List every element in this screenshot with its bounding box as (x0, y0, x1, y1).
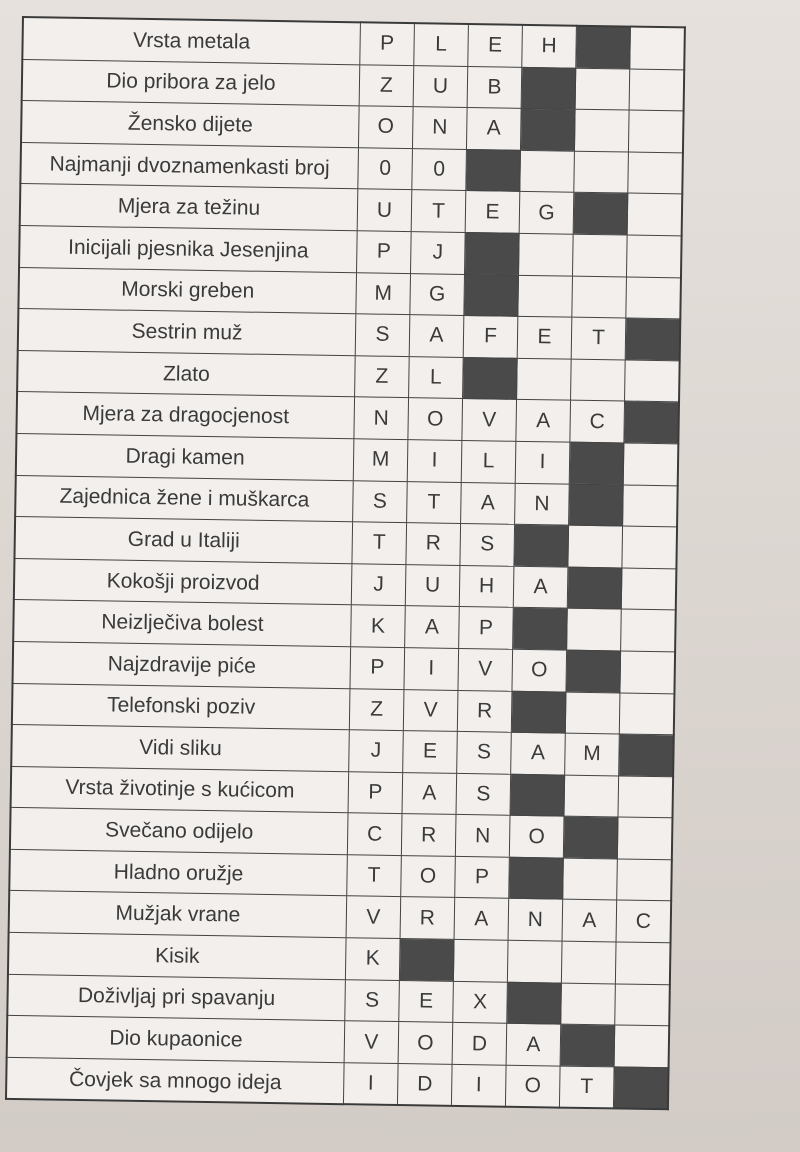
clue-text: Vrsta životinje s kućicom (65, 776, 295, 803)
letter-cell: T (411, 190, 466, 232)
letter-cell: C (616, 900, 671, 942)
letter-cell: S (355, 314, 410, 356)
empty-cell (518, 233, 573, 275)
clue-cell (11, 766, 349, 813)
shaded-cell (399, 939, 454, 981)
empty-cell (628, 152, 683, 194)
empty-cell (564, 775, 619, 817)
clue-text: Doživljaj pri spavanju (77, 984, 276, 1011)
letter-cell: A (511, 732, 566, 774)
empty-cell (626, 235, 681, 277)
empty-cell (615, 984, 670, 1026)
empty-cell (561, 983, 616, 1025)
letter-cell: T (352, 522, 407, 564)
shaded-cell (507, 982, 562, 1024)
clue-text: Morski greben (121, 277, 255, 304)
clue-text: Vidi sliku (139, 735, 222, 761)
empty-cell (561, 941, 616, 983)
letter-cell: O (358, 106, 413, 148)
letter-cell: E (517, 316, 572, 358)
letter-cell: O (408, 398, 463, 440)
letter-cell: M (356, 272, 411, 314)
clue-text: Grad u Italiji (127, 527, 240, 553)
clue-cell (11, 725, 349, 772)
letter-cell: I (451, 1064, 506, 1107)
clue-cell (14, 517, 352, 564)
letter-cell: J (349, 730, 404, 772)
empty-cell (619, 692, 674, 734)
shaded-cell (520, 109, 575, 151)
letter-cell: N (515, 483, 570, 525)
clue-cell (18, 267, 356, 314)
letter-cell: E (399, 980, 454, 1022)
letter-cell: L (414, 23, 469, 66)
letter-cell: E (465, 191, 520, 233)
clue-text: Žensko dijete (127, 111, 253, 137)
letter-cell: A (513, 566, 568, 608)
shaded-cell (509, 857, 564, 899)
letter-cell: P (459, 607, 514, 649)
letter-cell: S (345, 979, 400, 1021)
letter-cell: P (350, 647, 405, 689)
letter-cell: O (505, 1065, 560, 1108)
letter-cell: H (459, 565, 514, 607)
clue-cell (21, 101, 359, 148)
letter-cell: V (458, 648, 513, 690)
empty-cell (626, 277, 681, 319)
shaded-cell (569, 484, 624, 526)
letter-cell: N (508, 899, 563, 941)
letter-cell: X (453, 981, 508, 1023)
shaded-cell (625, 318, 680, 360)
clue-text: Mjera za težinu (117, 194, 261, 220)
shaded-cell (573, 193, 628, 235)
empty-cell (629, 69, 684, 111)
shaded-cell (619, 734, 674, 776)
letter-cell: A (402, 772, 457, 814)
letter-cell: P (455, 856, 510, 898)
shaded-cell (569, 442, 624, 484)
letter-cell: D (397, 1063, 452, 1106)
clue-cell (6, 1057, 344, 1104)
letter-cell: T (347, 855, 402, 897)
clue-cell (16, 433, 354, 480)
clue-text: Vrsta metala (132, 28, 251, 54)
letter-cell: D (452, 1023, 507, 1065)
letter-cell: S (456, 773, 511, 815)
clue-cell (7, 1016, 345, 1063)
clue-text: Dragi kamen (125, 444, 245, 470)
shaded-cell (511, 691, 566, 733)
clue-cell (17, 350, 355, 397)
letter-cell: R (457, 690, 512, 732)
letter-cell: E (403, 731, 458, 773)
empty-cell (614, 1025, 669, 1067)
shaded-cell (514, 524, 569, 566)
letter-cell: C (570, 401, 625, 443)
letter-cell: U (405, 564, 460, 606)
clue-text: Čovjek sa mnogo ideja (68, 1067, 282, 1094)
crossword-sheet (5, 16, 686, 1111)
letter-cell: H (522, 25, 577, 68)
shaded-cell (560, 1024, 615, 1066)
clue-cell (22, 59, 360, 106)
empty-cell (617, 817, 672, 859)
empty-cell (620, 651, 675, 693)
clue-cell (19, 225, 357, 272)
letter-cell: 0 (358, 148, 413, 190)
letter-cell: A (405, 606, 460, 648)
empty-cell (574, 151, 629, 193)
shaded-cell (563, 816, 618, 858)
letter-cell: F (463, 316, 518, 358)
letter-cell: J (411, 232, 466, 274)
letter-cell: S (457, 732, 512, 774)
shaded-cell (464, 274, 519, 316)
clue-cell (12, 683, 350, 730)
letter-cell: A (454, 898, 509, 940)
empty-cell (568, 525, 623, 567)
letter-cell: N (354, 397, 409, 439)
letter-cell: M (565, 733, 620, 775)
letter-cell: U (413, 65, 468, 107)
letter-cell: U (357, 189, 412, 231)
letter-cell: O (509, 816, 564, 858)
letter-cell: O (512, 649, 567, 691)
letter-cell: S (353, 480, 408, 522)
clue-text: Dio pribora za jelo (106, 69, 276, 96)
clue-cell (18, 309, 356, 356)
clue-text: Zlato (162, 361, 210, 386)
empty-cell (625, 360, 680, 402)
letter-cell: P (357, 231, 412, 273)
empty-cell (567, 608, 622, 650)
letter-cell: L (461, 440, 516, 482)
letter-cell: J (351, 563, 406, 605)
shaded-cell (466, 149, 521, 191)
letter-cell: V (403, 689, 458, 731)
clue-cell (22, 17, 360, 64)
empty-cell (563, 858, 618, 900)
shaded-cell (624, 401, 679, 443)
empty-cell (617, 859, 672, 901)
letter-cell: A (506, 1023, 561, 1065)
clue-cell (9, 849, 347, 896)
letter-cell: P (348, 771, 403, 813)
letter-cell: V (346, 896, 401, 938)
clue-text: Najzdravije piće (107, 652, 257, 678)
shaded-cell (513, 608, 568, 650)
clue-text: Najmanji dvoznamenkasti broj (49, 152, 330, 180)
letter-cell: I (404, 647, 459, 689)
clue-cell (13, 641, 351, 688)
clue-cell (14, 558, 352, 605)
shaded-cell (510, 774, 565, 816)
letter-cell: K (345, 938, 400, 980)
letter-cell: S (460, 524, 515, 566)
clue-cell (20, 184, 358, 231)
clue-text: Neizlječiva bolest (101, 610, 264, 636)
letter-cell: T (571, 317, 626, 359)
letter-cell: A (461, 482, 516, 524)
clue-text: Mjera za dragocjenost (82, 402, 290, 429)
clue-text: Hladno oružje (113, 860, 244, 886)
letter-cell: T (407, 481, 462, 523)
letter-cell: G (519, 192, 574, 234)
letter-cell: A (466, 108, 521, 150)
letter-cell: R (401, 814, 456, 856)
letter-cell: I (407, 440, 462, 482)
letter-cell: V (462, 399, 517, 441)
clue-text: Kokošji proizvod (106, 568, 260, 595)
clue-cell (10, 808, 348, 855)
clue-text: Zajednica žene i muškarca (59, 484, 310, 512)
crossword-table (5, 16, 686, 1111)
letter-cell: I (343, 1063, 398, 1106)
clue-text: Kisik (154, 944, 200, 968)
empty-cell (572, 276, 627, 318)
letter-cell: R (406, 523, 461, 565)
shaded-cell (521, 67, 576, 109)
empty-cell (623, 443, 678, 485)
letter-cell: C (347, 813, 402, 855)
clue-cell (20, 142, 358, 189)
letter-cell: Z (355, 356, 410, 398)
letter-cell: A (516, 400, 571, 442)
shaded-cell (463, 357, 518, 399)
empty-cell (627, 193, 682, 235)
empty-cell (572, 234, 627, 276)
letter-cell: I (515, 441, 570, 483)
clue-text: Mužjak vrane (115, 901, 241, 927)
shaded-cell (465, 232, 520, 274)
letter-cell: 0 (412, 148, 467, 190)
clue-text: Dio kupaonice (109, 1026, 243, 1052)
empty-cell (628, 110, 683, 152)
empty-cell (621, 568, 676, 610)
letter-cell: N (455, 815, 510, 857)
letter-cell: V (344, 1021, 399, 1063)
clue-cell (13, 600, 351, 647)
empty-cell (623, 485, 678, 527)
letter-cell: A (562, 900, 617, 942)
empty-cell (575, 68, 630, 110)
letter-cell: Z (359, 64, 414, 106)
letter-cell: O (398, 1022, 453, 1064)
clue-text: Svečano odijelo (104, 818, 254, 844)
clue-cell (9, 891, 347, 938)
letter-cell: A (409, 315, 464, 357)
crossword-rows (6, 17, 685, 1110)
empty-cell (520, 150, 575, 192)
shaded-cell (567, 567, 622, 609)
empty-cell (518, 275, 573, 317)
letter-cell: P (360, 22, 415, 65)
letter-cell: O (401, 855, 456, 897)
letter-cell: R (400, 897, 455, 939)
empty-cell (618, 776, 673, 818)
empty-cell (574, 109, 629, 151)
clue-text: Telefonski poziv (106, 693, 256, 720)
empty-cell (565, 692, 620, 734)
empty-cell (571, 359, 626, 401)
clue-cell (7, 974, 345, 1021)
empty-cell (621, 609, 676, 651)
letter-cell: T (559, 1066, 614, 1109)
clue-text: Inicijali pjesnika Jesenjina (67, 235, 309, 263)
clue-cell (8, 932, 346, 979)
letter-cell: G (410, 273, 465, 315)
empty-cell (507, 940, 562, 982)
shaded-cell (576, 26, 631, 69)
empty-cell (453, 939, 508, 981)
clue-text: Sestrin muž (131, 319, 243, 345)
letter-cell: E (468, 24, 523, 67)
letter-cell: L (409, 356, 464, 398)
letter-cell: M (353, 439, 408, 481)
empty-cell (622, 526, 677, 568)
empty-cell (517, 358, 572, 400)
letter-cell: N (412, 107, 467, 149)
letter-cell: B (467, 66, 522, 108)
shaded-cell (566, 650, 621, 692)
letter-cell: K (351, 605, 406, 647)
letter-cell: Z (349, 688, 404, 730)
empty-cell (615, 942, 670, 984)
shaded-cell (613, 1067, 668, 1110)
empty-cell (630, 27, 685, 70)
crossword-row (6, 1057, 669, 1109)
clue-cell (16, 392, 354, 439)
clue-cell (15, 475, 353, 522)
